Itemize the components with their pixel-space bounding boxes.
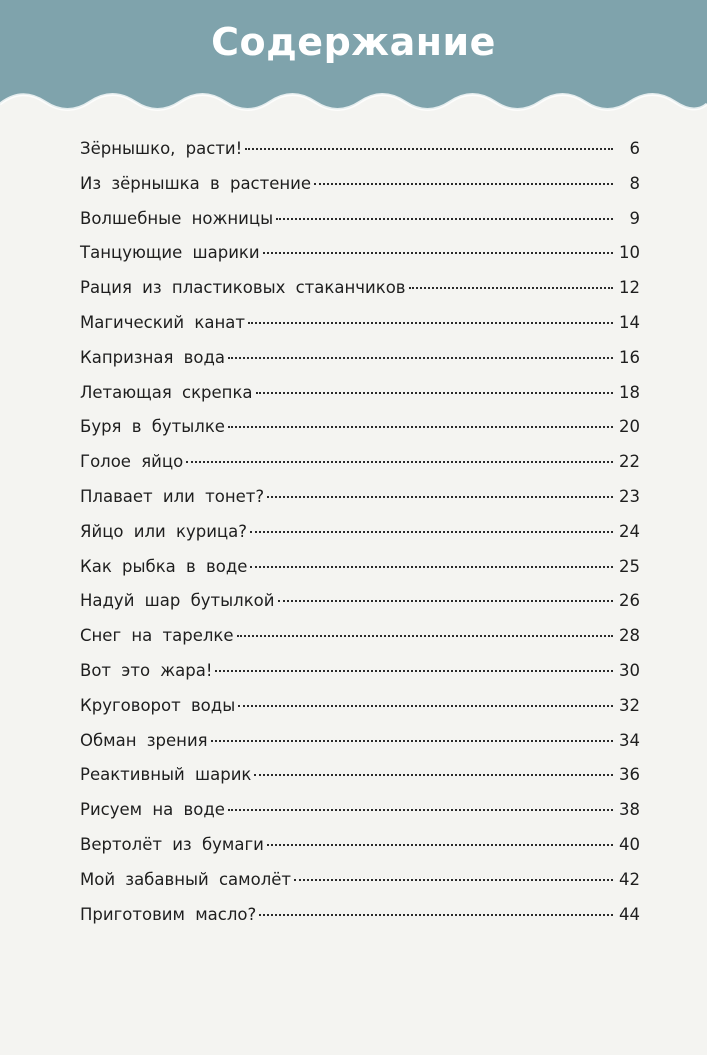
toc-entry-page-number: 12	[619, 278, 640, 298]
dot-leader	[294, 879, 613, 881]
page-title: Содержание	[211, 20, 496, 64]
dot-leader	[238, 705, 613, 707]
toc-entry-page-number: 9	[629, 208, 640, 228]
dot-leader	[250, 531, 613, 533]
toc-entry-page-number: 36	[619, 765, 640, 785]
toc-entry-title: Летающая скрепка	[80, 382, 253, 402]
toc-entry-page-number: 32	[619, 695, 640, 715]
toc-entry-page-number: 34	[619, 730, 640, 750]
toc-entry-title: Мой забавный самолёт	[80, 869, 292, 889]
toc-entry[interactable]	[80, 793, 640, 828]
dot-leader	[263, 252, 613, 254]
toc-entry-title: Реактивный шарик	[80, 765, 252, 785]
dot-leader	[211, 740, 613, 742]
toc-entry-page-number: 28	[619, 626, 640, 646]
toc-entry[interactable]	[80, 654, 640, 689]
toc-entry-title: Магический канат	[80, 312, 245, 332]
toc-entry-title: Зёрнышко, расти!	[80, 139, 243, 158]
toc-entry-page-number: 25	[619, 556, 640, 576]
dot-leader	[237, 635, 613, 637]
dot-leader	[228, 357, 613, 359]
toc-entry[interactable]	[80, 202, 640, 237]
toc-entry-title: Плавает или тонет?	[80, 486, 265, 506]
toc-entry-title: Вертолёт из бумаги	[80, 834, 264, 854]
toc-entry[interactable]	[80, 689, 640, 724]
toc-entry-page-number: 22	[619, 452, 640, 472]
toc-entry-page-number: 14	[619, 312, 640, 332]
toc-entry-page-number: 40	[619, 834, 640, 854]
toc-entry[interactable]	[80, 828, 640, 863]
toc-entry-page-number: 20	[619, 417, 640, 437]
toc-entry[interactable]	[80, 550, 640, 585]
dot-leader	[186, 461, 613, 463]
dot-leader	[254, 774, 613, 776]
toc-entry[interactable]	[80, 515, 640, 550]
toc-entry-title: Яйцо или курица?	[80, 521, 248, 541]
toc-entry-page-number: 6	[629, 139, 640, 158]
toc-entry-title: Рация из пластиковых стаканчиков	[80, 278, 406, 298]
toc-entry-page-number: 24	[619, 521, 640, 541]
toc-entry-page-number: 26	[619, 591, 640, 611]
dot-leader	[267, 496, 613, 498]
toc-entry[interactable]	[80, 480, 640, 515]
toc-entry[interactable]	[80, 898, 640, 933]
toc-entry-page-number: 44	[619, 904, 640, 924]
toc-entry-title: Волшебные ножницы	[80, 208, 274, 228]
header-banner	[0, 0, 707, 128]
toc-entry-title: Капризная вода	[80, 347, 225, 367]
toc-entry-title: Танцующие шарики	[80, 243, 260, 263]
toc-entry[interactable]	[80, 376, 640, 411]
dot-leader	[215, 670, 613, 672]
toc-entry[interactable]	[80, 724, 640, 759]
toc-entry[interactable]	[80, 863, 640, 898]
toc-entry[interactable]	[80, 167, 640, 202]
dot-leader	[259, 914, 613, 916]
dot-leader	[245, 148, 613, 150]
toc-entry[interactable]	[80, 410, 640, 445]
toc-entry[interactable]	[80, 236, 640, 271]
toc-entry-title: Как рыбка в воде	[80, 556, 248, 576]
toc-entry-page-number: 10	[619, 243, 640, 263]
toc-entry-title: Приготовим масло?	[80, 904, 257, 924]
toc-entry-title: Вот это жара!	[80, 660, 213, 680]
dot-leader	[314, 183, 613, 185]
toc-entry-page-number: 38	[619, 800, 640, 820]
toc-entry[interactable]	[80, 584, 640, 619]
toc-entry-title: Буря в бутылке	[80, 417, 225, 437]
dot-leader	[228, 809, 613, 811]
table-of-contents	[80, 132, 640, 932]
toc-entry-title: Из зёрнышка в растение	[80, 173, 312, 193]
toc-entry-page-number: 23	[619, 486, 640, 506]
toc-entry-title: Рисуем на воде	[80, 800, 225, 820]
toc-entry-page-number: 30	[619, 660, 640, 680]
toc-entry[interactable]	[80, 341, 640, 376]
dot-leader	[409, 287, 613, 289]
dot-leader	[278, 600, 614, 602]
dot-leader	[276, 218, 613, 220]
toc-entry-page-number: 8	[629, 173, 640, 193]
toc-entry-title: Снег на тарелке	[80, 626, 234, 646]
toc-entry-page-number: 42	[619, 869, 640, 889]
toc-entry[interactable]	[80, 758, 640, 793]
toc-entry[interactable]	[80, 306, 640, 341]
toc-entry[interactable]	[80, 132, 640, 167]
dot-leader	[250, 566, 613, 568]
toc-entry[interactable]	[80, 619, 640, 654]
wave-divider	[0, 84, 707, 130]
toc-entry-title: Обман зрения	[80, 730, 208, 750]
toc-entry[interactable]	[80, 445, 640, 480]
toc-entry-page-number: 16	[619, 347, 640, 367]
toc-entry-title: Надуй шар бутылкой	[80, 591, 275, 611]
dot-leader	[248, 322, 613, 324]
dot-leader	[267, 844, 613, 846]
dot-leader	[256, 392, 613, 394]
toc-entry-title: Круговорот воды	[80, 695, 236, 715]
toc-entry-page-number: 18	[619, 382, 640, 402]
toc-entry[interactable]	[80, 271, 640, 306]
dot-leader	[228, 426, 613, 428]
toc-entry-title: Голое яйцо	[80, 452, 184, 472]
